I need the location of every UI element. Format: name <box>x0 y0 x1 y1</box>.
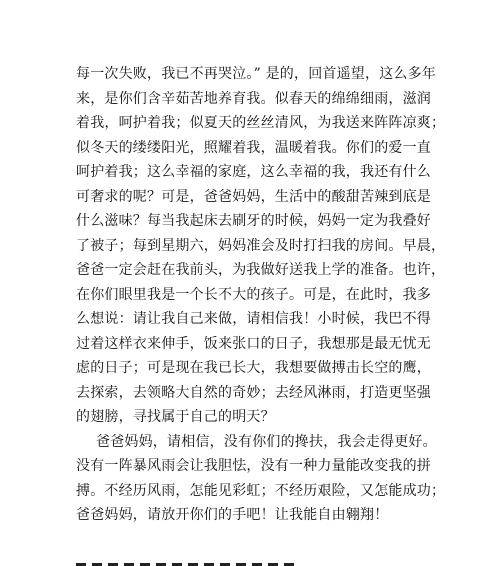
text-line: 的翅膀，寻找属于自己的明天？ <box>76 409 275 425</box>
text-line: 爸爸妈妈，请放开你们的手吧！让我能自由翱翔！ <box>76 507 389 523</box>
text-line: 了被子；每到星期六，妈妈准会及时打扫我的房间。早晨， <box>76 237 446 254</box>
text-line: 虑的日子；可是现在我已长大，我想要做搏击长空的鹰， <box>76 360 431 376</box>
text-line: 么想说：请让我自己来做，请相信我！小时候，我巴不得 <box>76 311 431 327</box>
text-line: 爸爸一定会赶在我前头，为我做好送我上学的准备。也许， <box>76 262 446 278</box>
text-line: 呵护着我；这么幸福的家庭，这么幸福的我，我还有什么 <box>76 164 431 180</box>
text-line: 在你们眼里我是一个长不大的孩子。可是，在此时，我多 <box>76 286 431 303</box>
text-line: 没有一阵暴风雨会让我胆怯，没有一种力量能改变我的拼 <box>76 458 431 474</box>
text-line: 可奢求的呢？可是，爸爸妈妈，生活中的酸甜苦辣到底是 <box>76 188 431 205</box>
body-text <box>76 62 446 528</box>
text-line: 着我，呵护着我；似夏天的丝丝清风，为我送来阵阵凉爽； <box>76 115 446 131</box>
text-line: 去探索，去领略大自然的奇妙；去经风淋雨，打造更坚强 <box>76 384 431 401</box>
text-line: 过着这样衣来伸手，饭来张口的日子，我想那是最无忧无 <box>76 335 431 352</box>
text-line: 似冬天的缕缕阳光，照耀着我，温暖着我。你们的爱一直 <box>76 139 431 156</box>
text-line: 什么滋味？每当我起床去刷牙的时候，妈妈一定为我叠好 <box>76 213 431 229</box>
text-line: 每一次失败，我已不再哭泣。” 是的，回首遥望，这么多年 <box>76 66 437 82</box>
cut-off-text-line <box>76 560 296 566</box>
text-line: 搏。不经历风雨，怎能见彩虹；不经历艰险，又怎能成功； <box>76 482 446 499</box>
paragraph-start-line: 爸爸妈妈，请相信，没有你们的搀扶，我会走得更好。 <box>96 433 437 450</box>
text-line: 来，是你们含辛茹苦地养育我。似春天的绵绵细雨，滋润 <box>76 90 431 107</box>
